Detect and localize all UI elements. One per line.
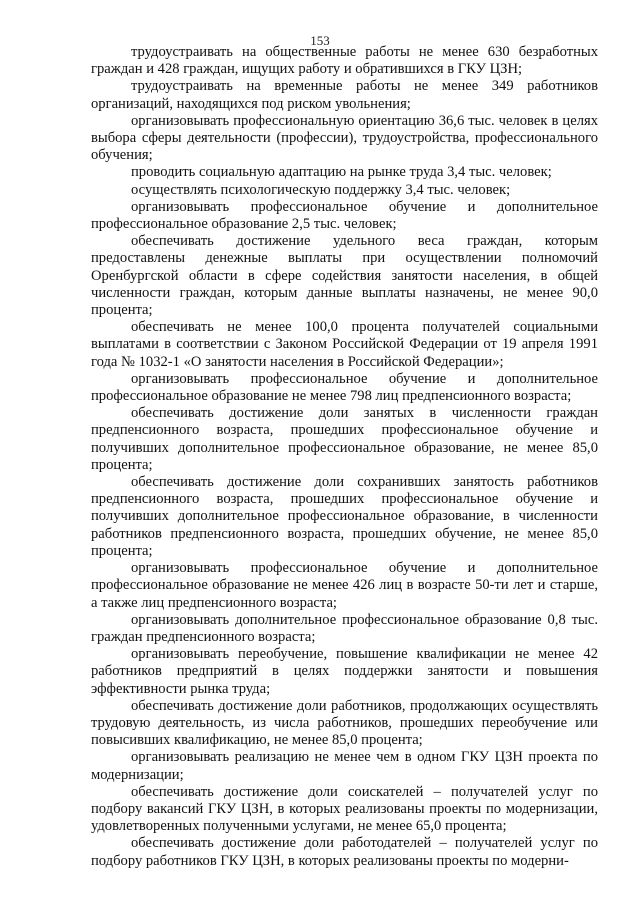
paragraph: обеспечивать достижение доли работодателей – получателей услуг по подбору работников ГКУ ЦЗН, в которых реализованы проекты по модерни- [91,835,598,869]
paragraph: обеспечивать не менее 100,0 процента получателей социальными выплатами в соответствии с Законом Российской Федерации от 19 апреля 1991 года № 1032-1 «О занятости населения в Российской Федерации»; [91,319,598,370]
paragraph: организовывать переобучение, повышение квалификации не менее 42 работников предприятий в целях поддержки занятости и повышения эффективности рынка труда; [91,646,598,697]
paragraph: организовывать дополнительное профессиональное образование 0,8 тыс. граждан предпенсионного возраста; [91,611,598,645]
paragraph: организовывать профессиональное обучение и дополнительное профессиональное образование не менее 798 лиц предпенсионного возраста; [91,370,598,405]
page-number: 153 [310,33,330,48]
paragraph: проводить социальную адаптацию на рынке труда 3,4 тыс. человек; [131,164,552,181]
paragraph: трудоустраивать на общественные работы не менее 630 безработных граждан и 428 граждан, ищущих работу и обратившихся в ГКУ ЦЗН; [91,44,598,78]
paragraph: трудоустраивать на временные работы не менее 349 работников организаций, находящихся под риском увольнения; [91,78,598,112]
paragraph: осуществлять психологическую поддержку 3,4 тыс. человек; [131,181,511,198]
paragraph: обеспечивать достижение доли сохранивших занятость работников предпенсионного возраста, прошедших профессиональное обучение и получивших дополнительное профессиональное образование, в численности работников предпенсионного возраста, прошедших обучение, не менее 85,0 процента; [91,474,598,559]
paragraph: обеспечивать достижение удельного веса граждан, которым предоставлены денежные выплаты при осуществлении полномочий Оренбургской области в сфере содействия занятости населения, в общей численности граждан, которым данные выплаты назначены, не менее 90,0 процента; [91,233,598,319]
paragraph: обеспечивать достижение доли соискателей – получателей услуг по подбору вакансий ГКУ ЦЗН, в которых реализованы проекты по модернизации, удовлетворенных полученными услугами, не менее 65,0 процента; [91,783,598,835]
paragraph: организовывать профессиональную ориентацию 36,6 тыс. человек в целях выбора сферы деятельности (профессии), трудоустройства, профессионального обучения; [91,112,598,164]
body-text [91,44,598,870]
paragraph: организовывать профессиональное обучение и дополнительное профессиональное образование 2,5 тыс. человек; [91,198,598,233]
paragraph: организовывать реализацию не менее чем в одном ГКУ ЦЗН проекта по модернизации; [91,749,598,783]
paragraph: организовывать профессиональное обучение и дополнительное профессиональное образование не менее 426 лиц в возрасте 50-ти лет и старше, а также лиц предпенсионного возраста; [91,560,598,611]
paragraph: обеспечивать достижение доли работников, продолжающих осуществлять трудовую деятельность, из числа работников, прошедших переобучение или повысивших квалификацию, не менее 85,0 процента; [91,697,598,749]
paragraph: обеспечивать достижение доли занятых в численности граждан предпенсионного возраста, прошедших профессиональное обучение и получивших дополнительное профессиональное образование, не менее 85,0 процента; [91,405,598,473]
